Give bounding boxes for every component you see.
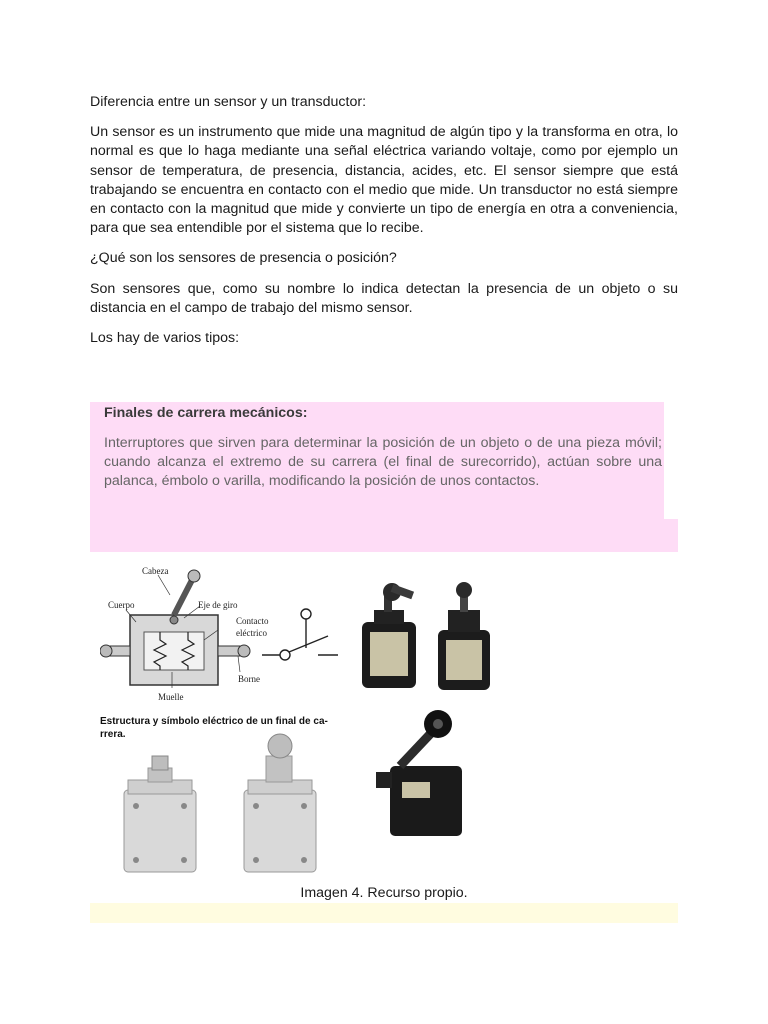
box-title: Finales de carrera mecánicos: [104, 405, 308, 421]
highlight-box-extension [90, 519, 678, 552]
paragraph-presence-sensors: Son sensores que, como su nombre lo indica detectan la presencia de un objeto o su distancia en el campo de trabajo del mismo sensor. [90, 280, 678, 316]
highlight-box [90, 402, 664, 519]
electrical-symbol [262, 609, 338, 660]
limit-switch-photo-5 [376, 710, 462, 836]
question-heading: ¿Qué son los sensores de presencia o posición? [90, 250, 397, 267]
paragraph-sensor-definition: Un sensor es un instrumento que mide una magnitud de algún tipo y la transforma en otra, lo normal es que lo haga mediante una señal eléctrica variando voltaje, como por ejemplo un sensor de temperatura, de presencia, distancia, acides, etc. El sensor siempre que está trabajando se encuentra en contacto con el medio que mide. Un transductor no está siempre en contacto con la magnitud que mide y convierte un tipo de energía en otra a conveniencia, para que sea entendible por el sistema que lo recibe. [90, 124, 678, 237]
paragraph-types: Los hay de varios tipos: [90, 330, 240, 347]
label-muelle: Muelle [158, 692, 184, 702]
section-heading: Diferencia entre un sensor y un transductor: [90, 94, 367, 110]
limit-switch-photo-3 [124, 756, 196, 872]
figure-caption-line-1: Estructura y símbolo eléctrico de un final de ca- [100, 716, 328, 727]
structure-diagram [100, 566, 269, 702]
limit-switch-photo-1 [362, 583, 416, 688]
limit-switch-photo-2 [438, 582, 490, 690]
box-body: Interruptores que sirven para determinar la posición de un objeto o de una pieza móvil; cuando alcanza el extremo de su carrera (el final de surecorrido), actúan sobre una palanca, émbolo o varilla, modificando la posición de unos contactos. [104, 435, 662, 490]
figure-illustration [100, 560, 510, 890]
image-caption: Imagen 4. Recurso propio. [300, 885, 468, 901]
label-borne: Borne [238, 674, 260, 684]
document-body [90, 93, 678, 348]
label-cabeza: Cabeza [142, 566, 169, 576]
label-contacto-2: eléctrico [236, 628, 267, 638]
limit-switch-figure [100, 560, 510, 890]
caption-bar [90, 903, 678, 923]
label-eje: Eje de giro [198, 600, 238, 610]
figure-caption-line-2: rrera. [100, 729, 126, 740]
limit-switch-photo-4 [244, 734, 316, 872]
label-contacto-1: Contacto [236, 616, 269, 626]
label-cuerpo: Cuerpo [108, 600, 135, 610]
